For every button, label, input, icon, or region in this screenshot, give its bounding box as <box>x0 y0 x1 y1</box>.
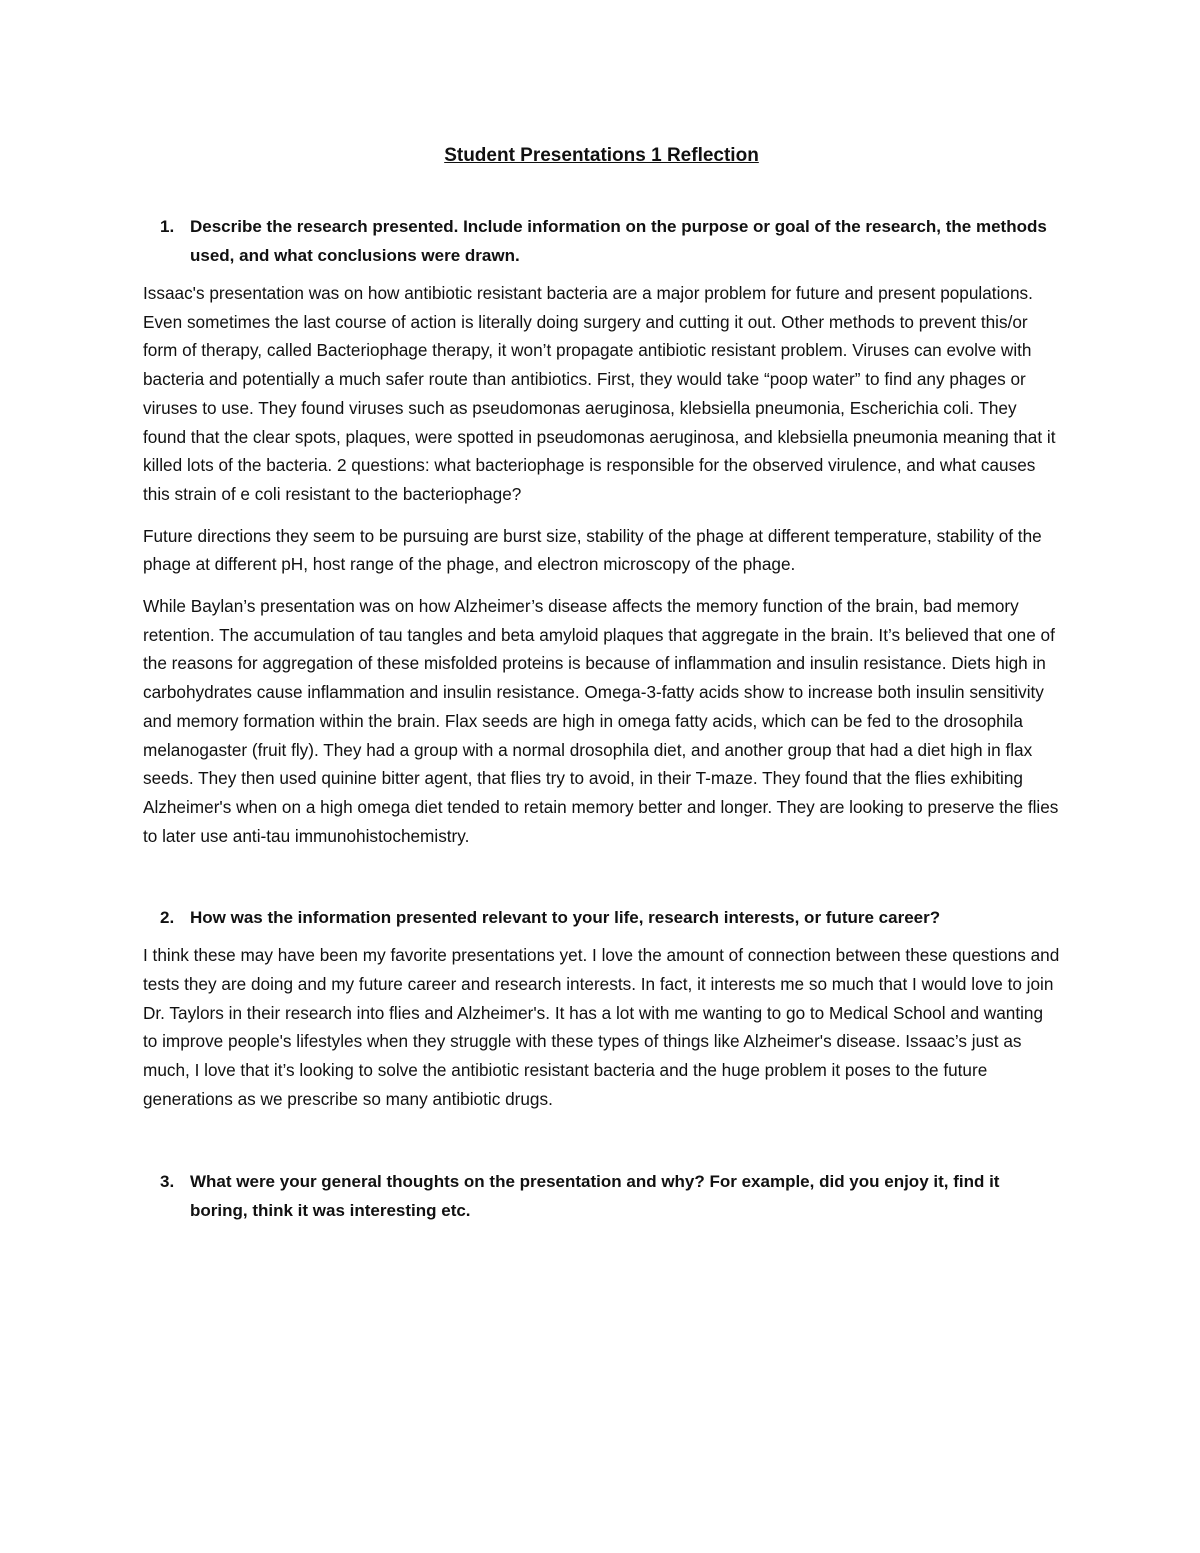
question-text: Describe the research presented. Include information on the purpose or goal of the research, the methods used, and what conclusions were drawn. <box>190 217 1047 265</box>
question-text: How was the information presented relevant to your life, research interests, or future career? <box>190 908 941 928</box>
answer-paragraph: I think these may have been my favorite presentations yet. I love the amount of connection between these questions and tests they are doing and my future career and research interests. In fact, it interests me so much that I would love to join Dr. Taylors in their research into flies and Alzheimer's. It has a lot with me wanting to go to Medical School and wanting to improve people's lifestyles when they struggle with these types of things like Alzheimer's disease. Issaac’s just as much, I love that it’s looking to solve the antibiotic resistant bacteria and the huge problem it poses to the future generations as we prescribe so many antibiotic drugs. <box>143 945 1060 1109</box>
question-3 <box>143 1167 1060 1225</box>
document-title: Student Presentations 1 Reflection <box>444 145 759 166</box>
question-2 <box>143 903 1060 932</box>
section-spacer <box>143 863 1060 903</box>
answer-paragraph: Issaac's presentation was on how antibiotic resistant bacteria are a major problem for future and present populations. Even sometimes the last course of action is literally doing surgery and cutting it out. Other methods to prevent this/or form of therapy, called Bacteriophage therapy, it won’t propagate antibiotic resistant problem. Viruses can evolve with bacteria and potentially a much safer route than antibiotics. First, they would take “poop water” to find any phages or viruses to use. They found viruses such as pseudomonas aeruginosa, klebsiella pneumonia, Escherichia coli. They found that the clear spots, plaques, were spotted in pseudomonas aeruginosa, and klebsiella pneumonia meaning that it killed lots of the bacteria. 2 questions: what bacteriophage is responsible for the observed virulence, and what causes this strain of e coli resistant to the bacteriophage? <box>143 283 1056 504</box>
answer-paragraph: While Baylan’s presentation was on how Alzheimer’s disease affects the memory function of the brain, bad memory retention. The accumulation of tau tangles and beta amyloid plaques that aggregate in the brain. It’s believed that one of the reasons for aggregation of these misfolded proteins is because of inflammation and insulin resistance. Diets high in carbohydrates cause inflammation and insulin resistance. Omega-3-fatty acids show to increase both insulin sensitivity and memory formation within the brain. Flax seeds are high in omega fatty acids, which can be fed to the drosophila melanogaster (fruit fly). They had a group with a normal drosophila diet, and another group that had a diet high in flax seeds. They then used quinine bitter agent, that flies try to avoid, in their T-maze. They found that the flies exhibiting Alzheimer's when on a high omega diet tended to retain memory better and longer. They are looking to preserve the flies to later use anti-tau immunohistochemistry. <box>143 596 1059 846</box>
question-number: 1. <box>160 217 175 236</box>
question-1 <box>143 212 1060 270</box>
question-number: 3. <box>160 1171 175 1191</box>
answer-paragraph: Future directions they seem to be pursuing are burst size, stability of the phage at different temperature, stability of the phage at different pH, host range of the phage, and electron microscopy of the phage. <box>143 525 1042 575</box>
question-text: What were your general thoughts on the presentation and why? For example, did you enjoy it, find it boring, think it was interesting etc. <box>190 1171 1000 1220</box>
question-number: 2. <box>160 908 175 928</box>
section-spacer <box>143 1127 1060 1167</box>
